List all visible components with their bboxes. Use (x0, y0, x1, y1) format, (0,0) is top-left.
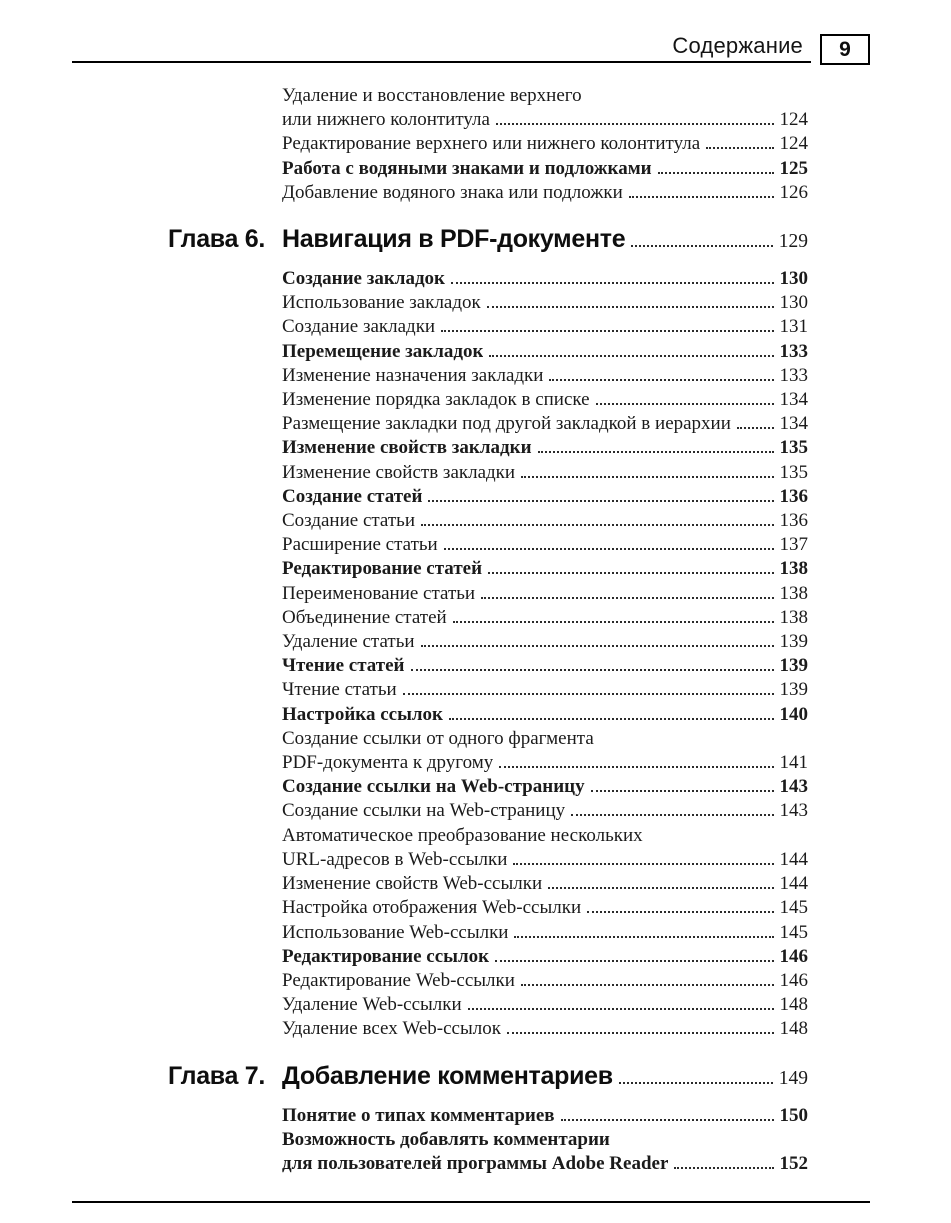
toc-entry (282, 896, 808, 920)
toc-entry-text: Использование Web-ссылки (282, 921, 509, 943)
toc-page-number: 145 (779, 897, 808, 919)
toc-entry-wrapped-line: Возможность добавлять комментарии (282, 1128, 610, 1150)
toc (168, 84, 808, 1176)
toc-leader-dots (571, 814, 773, 816)
toc-entry (282, 654, 808, 678)
chapter-heading (168, 1060, 808, 1095)
toc-entry-text: Создание закладки (282, 316, 436, 338)
toc-page-number: 130 (779, 292, 808, 314)
toc-page-number: 146 (779, 945, 808, 967)
toc-entry (282, 993, 808, 1017)
toc-entry-text: Создание статей (282, 485, 423, 507)
toc-entry-line (282, 340, 808, 364)
toc-leader-dots (514, 936, 773, 938)
toc-page-number: 133 (779, 364, 808, 386)
toc-entry-line (282, 848, 808, 872)
toc-entry-line (282, 557, 808, 581)
toc-entry (282, 181, 808, 205)
page-number: 9 (839, 37, 851, 61)
toc-entry-line (282, 315, 808, 339)
toc-entry-text: Редактирование Web-ссылки (282, 969, 515, 991)
toc-leader-dots (596, 403, 774, 405)
toc-entry-text: Изменение свойств Web-ссылки (282, 873, 543, 895)
toc-entry-line (282, 1152, 808, 1176)
toc-entry-wrapped-line: Автоматическое преобразование нескольких (282, 824, 643, 846)
toc-entry (282, 703, 808, 727)
toc-page-number: 144 (779, 848, 808, 870)
toc-page-number: 145 (779, 921, 808, 943)
toc-entry (282, 945, 808, 969)
toc-leader-dots (411, 669, 774, 671)
toc-entry-text: Удаление статьи (282, 631, 415, 653)
toc-entry-line (282, 630, 808, 654)
toc-entry-line (282, 533, 808, 557)
toc-entry-text: Добавление водяного знака или подложки (282, 181, 623, 203)
toc-entry (282, 267, 808, 291)
toc-leader-dots (513, 863, 773, 865)
toc-page-number: 135 (779, 461, 808, 483)
toc-entry (282, 388, 808, 412)
toc-entry (282, 727, 808, 775)
toc-page-number: 148 (779, 994, 808, 1016)
toc-leader-dots (706, 147, 773, 149)
toc-entry (282, 364, 808, 388)
toc-page-number: 134 (779, 389, 808, 411)
toc-entry-line (282, 582, 808, 606)
toc-entry-text: или нижнего колонтитула (282, 109, 490, 131)
toc-leader-dots (538, 451, 774, 453)
toc-leader-dots (421, 524, 774, 526)
toc-entry-line (282, 412, 808, 436)
toc-page-number: 138 (779, 582, 808, 604)
toc-entry-line (282, 799, 808, 823)
toc-entry-text: Создание ссылки на Web-страницу (282, 800, 566, 822)
toc-page-number: 125 (779, 157, 808, 179)
toc-entry-text: Удаление всех Web-ссылок (282, 1018, 501, 1040)
toc-entry-line (282, 775, 808, 799)
toc-entry-line (282, 291, 808, 315)
toc-entry-line (282, 921, 808, 945)
toc-entry-text: Изменение свойств закладки (282, 437, 532, 459)
toc-entry-text: Переименование статьи (282, 582, 476, 604)
toc-leader-dots (499, 766, 773, 768)
toc-page-number: 130 (779, 268, 808, 290)
toc-entry (282, 436, 808, 460)
toc-page-number: 131 (779, 316, 808, 338)
toc-entry-text: PDF-документа к другому (282, 752, 494, 774)
toc-entry-text: Использование закладок (282, 292, 481, 314)
toc-entry (282, 412, 808, 436)
toc-entry-line (282, 703, 808, 727)
toc-entry-wrapped-line: Создание ссылки от одного фрагмента (282, 727, 594, 749)
toc-page-number: 139 (779, 679, 808, 701)
toc-entry (282, 132, 808, 156)
toc-leader-dots (521, 984, 774, 986)
toc-leader-dots (619, 1082, 773, 1084)
toc-leader-dots (549, 379, 773, 381)
toc-page-number: 133 (779, 340, 808, 362)
toc-entry-line (282, 267, 808, 291)
toc-leader-dots (453, 621, 774, 623)
toc-entry-text: Изменение свойств закладки (282, 461, 516, 483)
toc-leader-dots (658, 172, 774, 174)
toc-entry (282, 921, 808, 945)
toc-entry-line (282, 606, 808, 630)
toc-page-number: 143 (779, 776, 808, 798)
toc-page-number: 140 (779, 703, 808, 725)
toc-entry-text: Чтение статей (282, 655, 405, 677)
toc-leader-dots (488, 572, 773, 574)
toc-entry (282, 678, 808, 702)
toc-entry-text: Удаление Web-ссылки (282, 994, 462, 1016)
toc-leader-dots (428, 500, 773, 502)
chapter-title: Добавление комментариев (282, 1061, 613, 1090)
toc-page-number: 148 (779, 1018, 808, 1040)
toc-entry (282, 557, 808, 581)
toc-page-number: 144 (779, 873, 808, 895)
running-head-title: Содержание (672, 33, 803, 58)
toc-entry (282, 291, 808, 315)
toc-leader-dots (495, 960, 773, 962)
toc-entry-line (282, 436, 808, 460)
toc-leader-dots (507, 1032, 774, 1034)
toc-entry (282, 1128, 808, 1176)
toc-leader-dots (629, 196, 774, 198)
toc-page-number: 149 (778, 1067, 808, 1089)
toc-entry (282, 157, 808, 181)
toc-entry-text: Объединение статей (282, 606, 447, 628)
toc-entry-line (282, 654, 808, 678)
toc-entry-line (282, 388, 808, 412)
toc-entry-text: Создание ссылки на Web-страницу (282, 776, 585, 798)
toc-leader-dots (674, 1167, 773, 1169)
toc-entry (282, 606, 808, 630)
toc-entry-line (282, 1017, 808, 1041)
toc-page-number: 137 (779, 534, 808, 556)
toc-leader-dots (468, 1008, 774, 1010)
toc-page-number: 136 (779, 510, 808, 532)
footer-rule (72, 1201, 870, 1203)
toc-entry-line (282, 157, 808, 181)
toc-page-number: 134 (779, 413, 808, 435)
toc-page-number: 124 (779, 133, 808, 155)
toc-leader-dots (441, 330, 773, 332)
toc-entry (282, 824, 808, 872)
toc-entry-text: Работа с водяными знаками и подложками (282, 157, 652, 179)
toc-page-number: 126 (779, 181, 808, 203)
toc-leader-dots (591, 790, 774, 792)
toc-page-number: 139 (779, 631, 808, 653)
toc-leader-dots (489, 355, 773, 357)
toc-leader-dots (587, 911, 773, 913)
toc-page-number: 135 (779, 437, 808, 459)
toc-entry-text: Редактирование ссылок (282, 945, 490, 967)
toc-entry-line (282, 678, 808, 702)
toc-leader-dots (521, 476, 773, 478)
toc-page-number: 150 (779, 1104, 808, 1126)
header-rule (72, 61, 811, 63)
toc-entry (282, 582, 808, 606)
toc-entry-line (282, 751, 808, 775)
toc-entry-line (282, 969, 808, 993)
toc-entry-line (282, 364, 808, 388)
toc-page-number: 136 (779, 485, 808, 507)
toc-entry (282, 84, 808, 132)
toc-entry-text: Расширение статьи (282, 534, 438, 556)
toc-entry-text: Изменение назначения закладки (282, 364, 544, 386)
toc-page-number: 152 (779, 1152, 808, 1174)
toc-entry-text: Создание статьи (282, 510, 415, 532)
toc-entry-line (282, 132, 808, 156)
toc-entry (282, 340, 808, 364)
toc-page-number: 139 (779, 655, 808, 677)
toc-entry-line (282, 993, 808, 1017)
toc-entry-text: Настройка ссылок (282, 703, 444, 725)
toc-entry-text: Редактирование верхнего или нижнего колонтитула (282, 133, 701, 155)
toc-entry-text: Размещение закладки под другой закладкой в иерархии (282, 413, 731, 435)
toc-entry-text: Настройка отображения Web-ссылки (282, 897, 582, 919)
toc-leader-dots (481, 597, 773, 599)
toc-entry (282, 1017, 808, 1041)
toc-entry (282, 315, 808, 339)
toc-entry-text: Редактирование статей (282, 558, 483, 580)
toc-entry-line (282, 485, 808, 509)
chapter-heading (168, 223, 808, 258)
toc-entry (282, 775, 808, 799)
toc-entry-line (282, 945, 808, 969)
toc-entry-line (282, 872, 808, 896)
toc-entry-line (282, 1104, 808, 1128)
chapter-label: Глава 7. (168, 1061, 266, 1090)
toc-entry-line (282, 181, 808, 205)
toc-entry-text: Перемещение закладок (282, 340, 484, 362)
toc-page-number: 129 (778, 231, 808, 253)
toc-entry (282, 799, 808, 823)
toc-page-number: 138 (779, 558, 808, 580)
toc-leader-dots (496, 123, 774, 125)
toc-entry-line (282, 108, 808, 132)
toc-entry-text: URL-адресов в Web-ссылки (282, 848, 508, 870)
toc-entry-text: Чтение статьи (282, 679, 397, 701)
toc-entry-wrapped-line: Удаление и восстановление верхнего (282, 85, 582, 106)
toc-entry-text: Понятие о типах комментариев (282, 1104, 555, 1126)
toc-entry-text: Изменение порядка закладок в списке (282, 389, 590, 411)
toc-entry (282, 630, 808, 654)
toc-page-number: 143 (779, 800, 808, 822)
chapter-title: Навигация в PDF-документе (282, 225, 626, 254)
chapter-label: Глава 6. (168, 225, 266, 254)
toc-entry (282, 461, 808, 485)
toc-leader-dots (548, 887, 773, 889)
toc-entry-line (282, 461, 808, 485)
toc-entry (282, 969, 808, 993)
toc-entry (282, 872, 808, 896)
toc-leader-dots (631, 245, 772, 247)
toc-leader-dots (737, 427, 774, 429)
toc-leader-dots (451, 282, 773, 284)
toc-entry-line (282, 509, 808, 533)
toc-page-number: 146 (779, 969, 808, 991)
toc-entry (282, 485, 808, 509)
toc-leader-dots (421, 645, 774, 647)
toc-entry (282, 1104, 808, 1128)
toc-leader-dots (561, 1119, 774, 1121)
toc-entry (282, 533, 808, 557)
toc-entry-line (282, 896, 808, 920)
toc-entry (282, 509, 808, 533)
toc-entry-text: Создание закладок (282, 268, 446, 290)
toc-page-number: 141 (779, 752, 808, 774)
toc-leader-dots (403, 693, 774, 695)
toc-page-number: 124 (779, 109, 808, 131)
toc-page-number: 138 (779, 606, 808, 628)
page-number-box (820, 34, 870, 65)
toc-leader-dots (487, 306, 774, 308)
toc-leader-dots (449, 718, 773, 720)
toc-entry-text: для пользователей программы Adobe Reader (282, 1152, 669, 1174)
toc-leader-dots (444, 548, 774, 550)
